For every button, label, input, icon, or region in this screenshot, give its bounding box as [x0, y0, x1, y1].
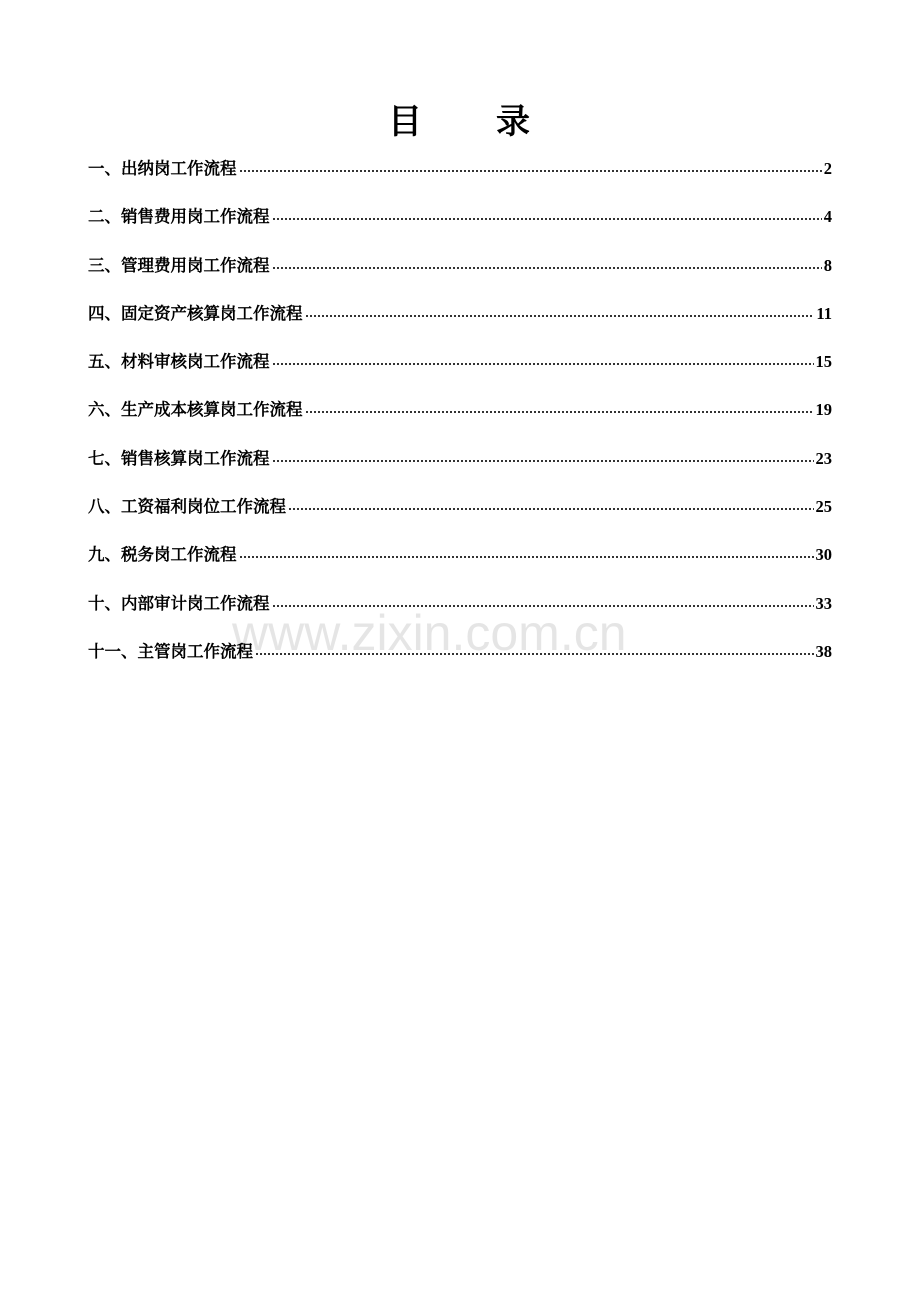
dot-leader	[272, 362, 814, 366]
toc-entry-page-number: 15	[815, 352, 832, 372]
toc-entry-label: 二、销售费用岗工作流程	[88, 207, 270, 227]
dot-leader	[288, 507, 814, 511]
toc-entry[interactable]	[88, 394, 832, 442]
toc-entry-page-number: 30	[815, 545, 832, 565]
dot-leader	[255, 652, 814, 656]
dot-leader	[239, 555, 814, 559]
toc-entry-label: 七、销售核算岗工作流程	[88, 448, 270, 468]
toc-entry[interactable]	[88, 250, 832, 298]
toc-entry-label: 四、固定资产核算岗工作流程	[88, 303, 303, 323]
toc-entry-label: 一、出纳岗工作流程	[88, 159, 237, 178]
watermark: www.zixin.com.cn	[232, 605, 627, 661]
toc-entry[interactable]	[88, 298, 832, 346]
toc-entry-page-number: 4	[823, 207, 832, 227]
toc-entry[interactable]	[88, 588, 832, 636]
toc-entry[interactable]	[88, 539, 832, 587]
toc-entry-page-number: 38	[815, 641, 832, 661]
dot-leader	[305, 410, 814, 414]
toc-entry-page-number: 23	[815, 448, 832, 468]
toc-entry[interactable]	[88, 346, 832, 394]
table-of-contents	[88, 153, 832, 684]
toc-entry[interactable]	[88, 491, 832, 539]
toc-entry-page-number: 2	[823, 159, 832, 178]
toc-entry-label: 十一、主管岗工作流程	[88, 641, 253, 661]
dot-leader	[305, 314, 815, 318]
toc-entry-page-number: 8	[823, 255, 832, 275]
toc-entry-label: 八、工资福利岗位工作流程	[88, 497, 286, 517]
toc-entry-label: 五、材料审核岗工作流程	[88, 352, 270, 372]
toc-entry-page-number: 33	[815, 593, 832, 613]
toc-entry[interactable]	[88, 153, 832, 201]
toc-entry[interactable]	[88, 443, 832, 491]
toc-entry-page-number: 19	[815, 400, 832, 420]
dot-leader	[239, 169, 822, 173]
toc-entry[interactable]	[88, 201, 832, 249]
page-title: 目 录	[388, 102, 532, 142]
toc-entry-label: 十、内部审计岗工作流程	[88, 593, 270, 613]
dot-leader	[272, 266, 822, 270]
toc-entry-page-number: 11	[816, 303, 832, 323]
toc-entry-label: 六、生产成本核算岗工作流程	[88, 400, 303, 420]
toc-entry-label: 九、税务岗工作流程	[88, 545, 237, 565]
toc-entry-page-number: 25	[815, 497, 832, 517]
toc-entry-label: 三、管理费用岗工作流程	[88, 255, 270, 275]
toc-entry[interactable]	[88, 636, 832, 684]
dot-leader	[272, 217, 822, 221]
dot-leader	[272, 459, 814, 463]
dot-leader	[272, 604, 814, 608]
